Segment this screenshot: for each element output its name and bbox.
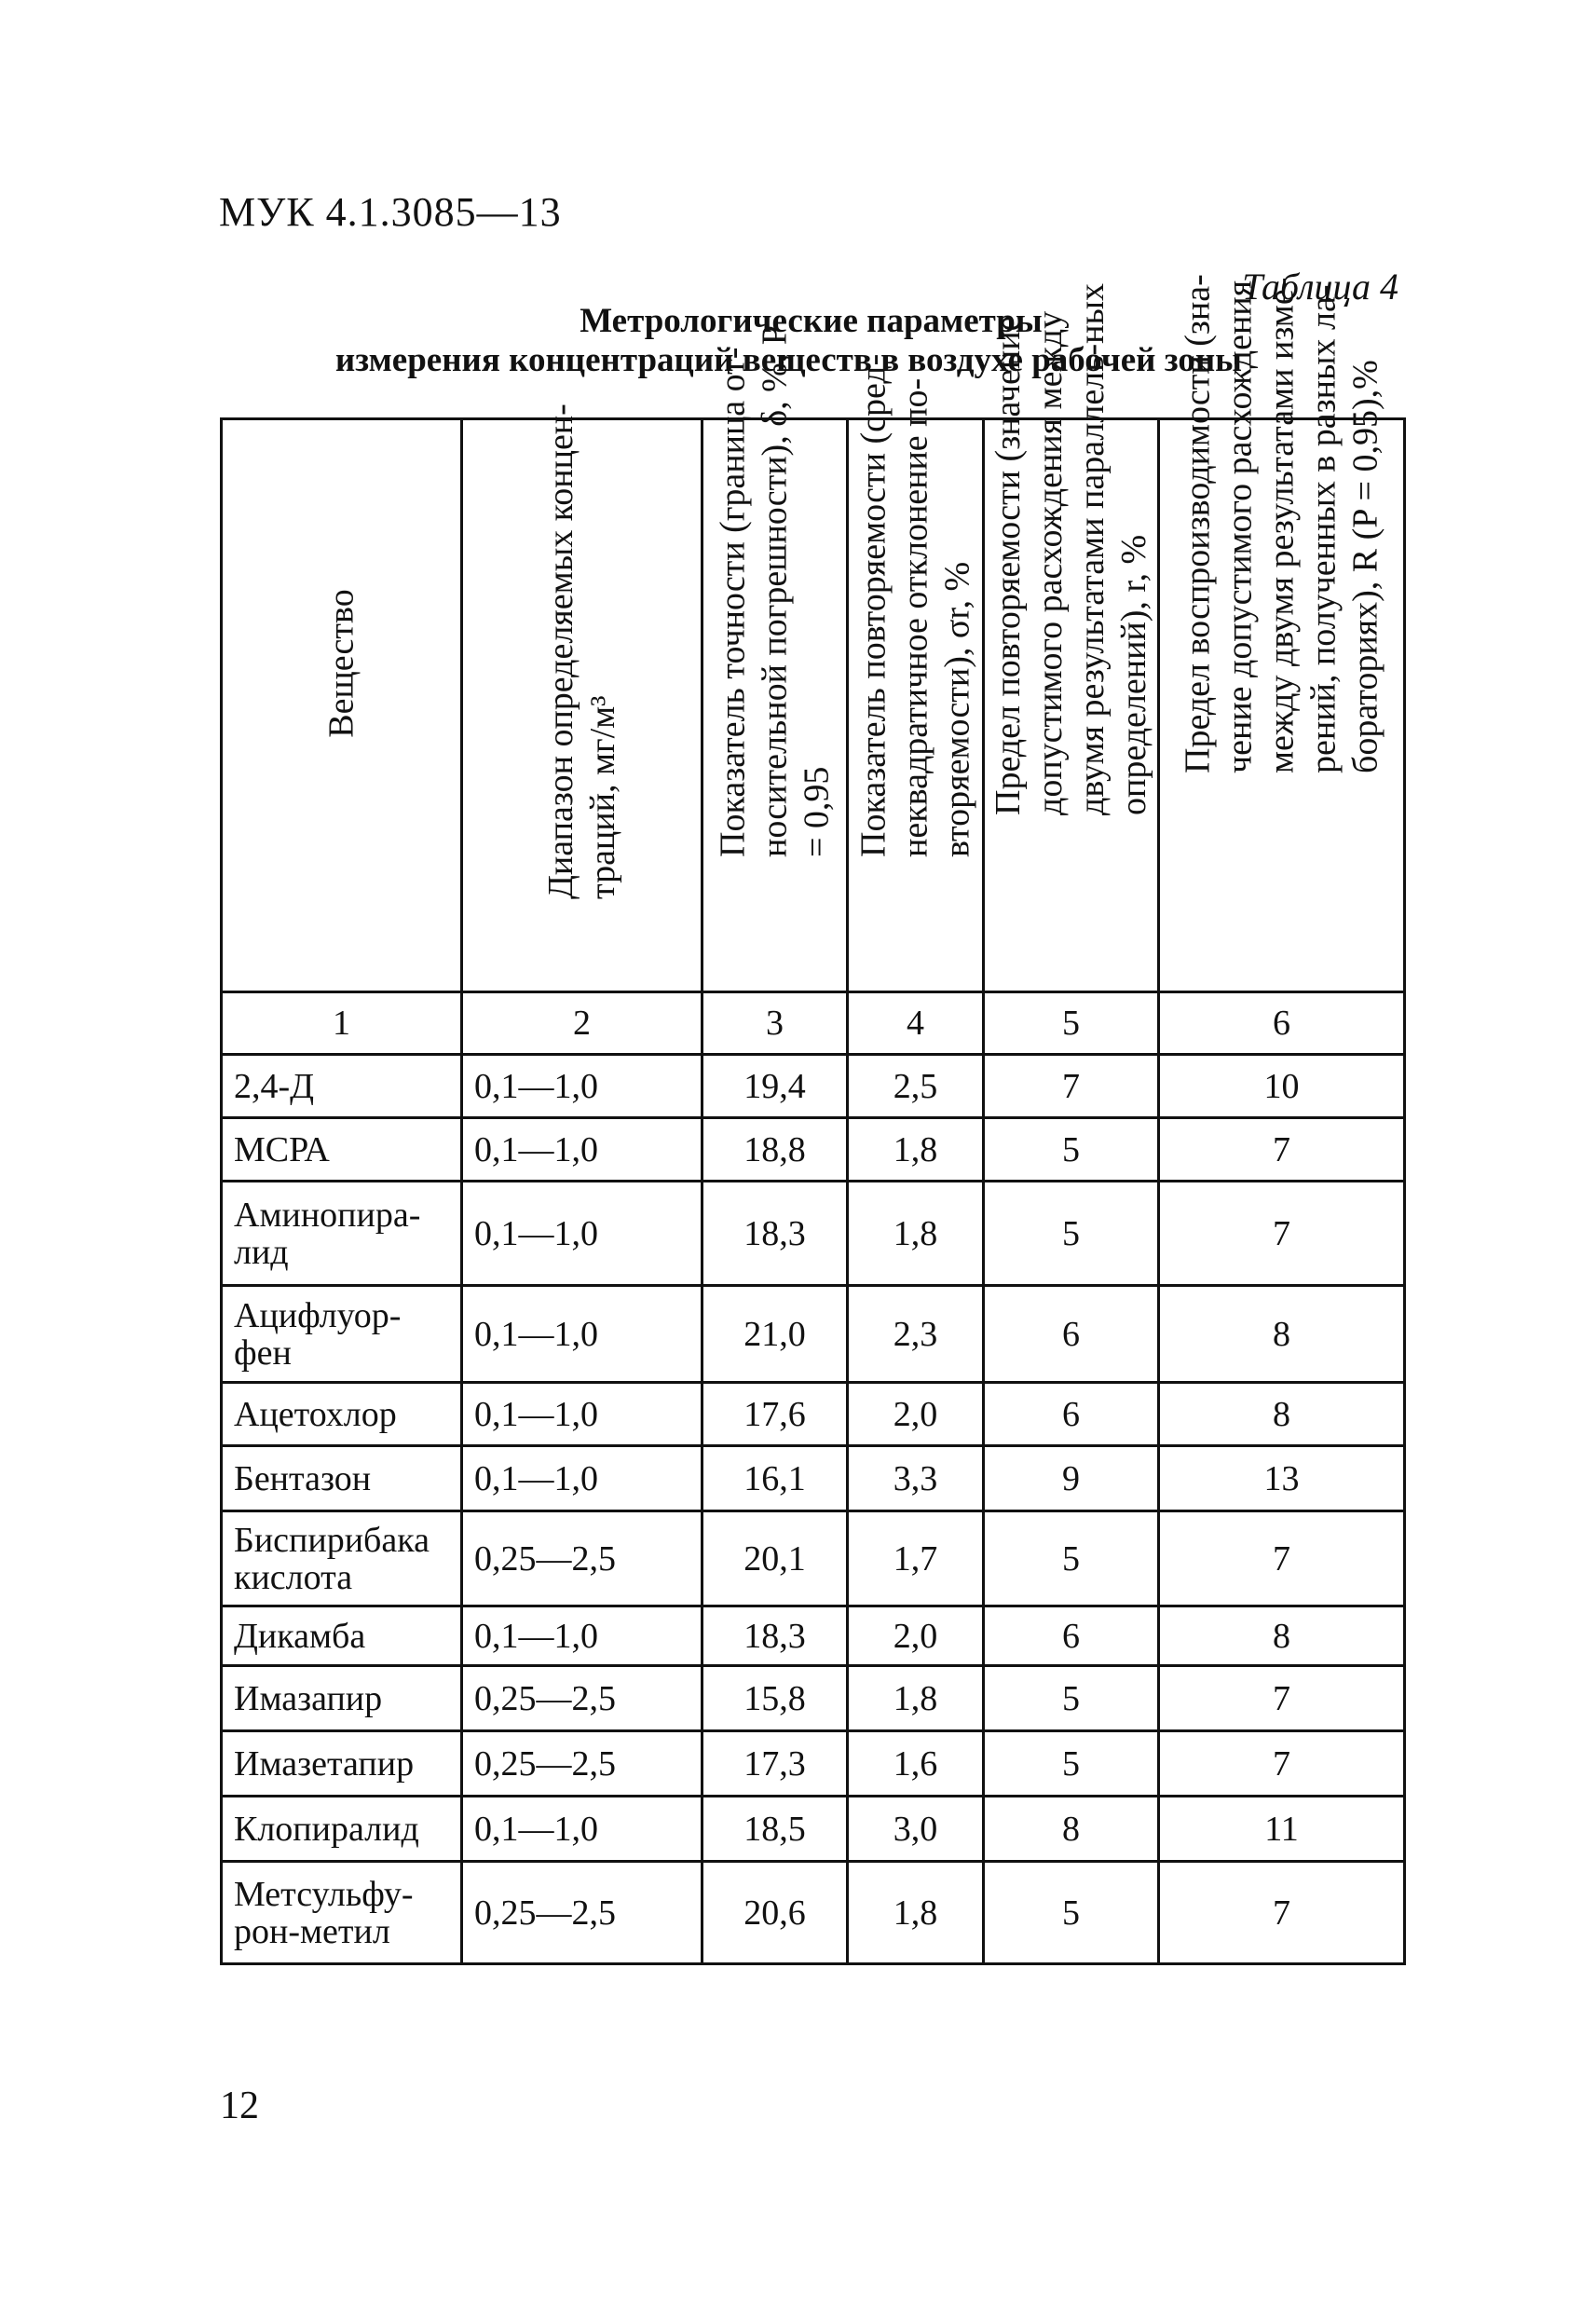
cell-range: 0,25—2,5 (462, 1862, 703, 1964)
cell-range: 0,1—1,0 (462, 1797, 703, 1862)
table-title-line-2: измерения концентраций веществ в воздухе рабочей зоны (334, 341, 1243, 379)
cell-range: 0,25—2,5 (462, 1666, 703, 1731)
cell-repeatability-limit: 6 (984, 1286, 1159, 1383)
cell-repeatability-sd: 3,3 (848, 1446, 984, 1511)
table-row (222, 1182, 1405, 1286)
cell-repeatability-limit: 9 (984, 1446, 1159, 1511)
cell-range: 0,1—1,0 (462, 1383, 703, 1446)
cell-range: 0,1—1,0 (462, 1606, 703, 1666)
column-number: 2 (462, 992, 703, 1055)
cell-repeatability-limit: 7 (984, 1055, 1159, 1118)
cell-repeatability-limit: 5 (984, 1118, 1159, 1182)
cell-range: 0,1—1,0 (462, 1182, 703, 1286)
cell-repeatability-sd: 1,6 (848, 1731, 984, 1797)
cell-accuracy: 18,5 (703, 1797, 848, 1862)
table-row (222, 1118, 1405, 1182)
cell-substance: Клопиралид (222, 1797, 462, 1862)
table-row (222, 1511, 1405, 1606)
cell-substance: Аминопира- лид (222, 1182, 462, 1286)
table-title-line-1: Метрологические параметры (580, 302, 1043, 340)
cell-range: 0,1—1,0 (462, 1055, 703, 1118)
cell-reproducibility-limit: 7 (1159, 1862, 1405, 1964)
page-number: 12 (220, 2084, 259, 2127)
cell-reproducibility-limit: 7 (1159, 1666, 1405, 1731)
document-code: МУК 4.1.3085—13 (219, 189, 562, 235)
cell-repeatability-sd: 1,8 (848, 1666, 984, 1731)
column-header-reproducibility-limit: Предел воспроизводимости (зна-чение допустимого расхождения между двумя результатами изме-рений, полученных в разных ла-бораториях), R (P = 0,95),% (1159, 419, 1405, 992)
cell-substance: Имазапир (222, 1666, 462, 1731)
table-row (222, 1797, 1405, 1862)
cell-substance: МСРА (222, 1118, 462, 1182)
cell-range: 0,1—1,0 (462, 1118, 703, 1182)
cell-repeatability-sd: 2,0 (848, 1606, 984, 1666)
cell-accuracy: 18,8 (703, 1118, 848, 1182)
cell-reproducibility-limit: 8 (1159, 1286, 1405, 1383)
cell-reproducibility-limit: 7 (1159, 1182, 1405, 1286)
cell-repeatability-limit: 5 (984, 1666, 1159, 1731)
table-row (222, 1862, 1405, 1964)
cell-reproducibility-limit: 7 (1159, 1118, 1405, 1182)
cell-repeatability-sd: 1,7 (848, 1511, 984, 1606)
cell-repeatability-sd: 1,8 (848, 1862, 984, 1964)
cell-repeatability-sd: 1,8 (848, 1182, 984, 1286)
cell-repeatability-limit: 5 (984, 1511, 1159, 1606)
cell-accuracy: 17,6 (703, 1383, 848, 1446)
cell-reproducibility-limit: 8 (1159, 1383, 1405, 1446)
cell-substance: 2,4-Д (222, 1055, 462, 1118)
cell-range: 0,1—1,0 (462, 1286, 703, 1383)
column-number: 4 (848, 992, 984, 1055)
table-row (222, 1666, 1405, 1731)
cell-accuracy: 20,6 (703, 1862, 848, 1964)
cell-reproducibility-limit: 11 (1159, 1797, 1405, 1862)
cell-accuracy: 20,1 (703, 1511, 848, 1606)
table-label: Таблица 4 (1242, 266, 1398, 308)
cell-substance: Ацифлуор- фен (222, 1286, 462, 1383)
cell-repeatability-limit: 6 (984, 1606, 1159, 1666)
cell-accuracy: 15,8 (703, 1666, 848, 1731)
cell-substance: Дикамба (222, 1606, 462, 1666)
column-number: 1 (222, 992, 462, 1055)
cell-accuracy: 17,3 (703, 1731, 848, 1797)
column-header-repeatability-limit: Предел повторяемости (значение допустимого расхождения между двумя результатами параллель-ных определений), r, % (984, 419, 1159, 992)
cell-substance: Биспирибака кислота (222, 1511, 462, 1606)
column-header-accuracy: Показатель точности (граница от-носительной погрешности), δ, %, P = 0,95 (703, 419, 848, 992)
cell-repeatability-sd: 2,3 (848, 1286, 984, 1383)
cell-range: 0,25—2,5 (462, 1511, 703, 1606)
cell-repeatability-sd: 3,0 (848, 1797, 984, 1862)
cell-reproducibility-limit: 7 (1159, 1731, 1405, 1797)
cell-reproducibility-limit: 10 (1159, 1055, 1405, 1118)
column-number-row (222, 992, 1405, 1055)
cell-accuracy: 21,0 (703, 1286, 848, 1383)
column-number: 6 (1159, 992, 1405, 1055)
column-header-substance: Вещество (222, 419, 462, 992)
table-row (222, 1286, 1405, 1383)
cell-repeatability-limit: 8 (984, 1797, 1159, 1862)
table-row (222, 1383, 1405, 1446)
cell-substance: Ацетохлор (222, 1383, 462, 1446)
cell-accuracy: 19,4 (703, 1055, 848, 1118)
cell-reproducibility-limit: 7 (1159, 1511, 1405, 1606)
column-number: 3 (703, 992, 848, 1055)
table-row (222, 1606, 1405, 1666)
table-row (222, 1055, 1405, 1118)
cell-reproducibility-limit: 13 (1159, 1446, 1405, 1511)
column-header-range: Диапазон определяемых концен-траций, мг/м³ (462, 419, 703, 992)
cell-substance: Имазетапир (222, 1731, 462, 1797)
cell-accuracy: 18,3 (703, 1182, 848, 1286)
cell-reproducibility-limit: 8 (1159, 1606, 1405, 1666)
cell-range: 0,1—1,0 (462, 1446, 703, 1511)
column-header-repeatability-sd: Показатель повторяемости (сред-неквадратичное отклонение по-вторяемости), σr, % (848, 419, 984, 992)
cell-range: 0,25—2,5 (462, 1731, 703, 1797)
column-number: 5 (984, 992, 1159, 1055)
cell-repeatability-limit: 5 (984, 1182, 1159, 1286)
table-row (222, 1731, 1405, 1797)
table-row (222, 1446, 1405, 1511)
cell-repeatability-sd: 2,0 (848, 1383, 984, 1446)
cell-repeatability-sd: 1,8 (848, 1118, 984, 1182)
cell-substance: Бентазон (222, 1446, 462, 1511)
cell-substance: Метсульфу- рон-метил (222, 1862, 462, 1964)
cell-repeatability-limit: 6 (984, 1383, 1159, 1446)
cell-repeatability-limit: 5 (984, 1862, 1159, 1964)
cell-repeatability-limit: 5 (984, 1731, 1159, 1797)
cell-accuracy: 18,3 (703, 1606, 848, 1666)
cell-repeatability-sd: 2,5 (848, 1055, 984, 1118)
table-header-row (222, 419, 1405, 992)
cell-accuracy: 16,1 (703, 1446, 848, 1511)
